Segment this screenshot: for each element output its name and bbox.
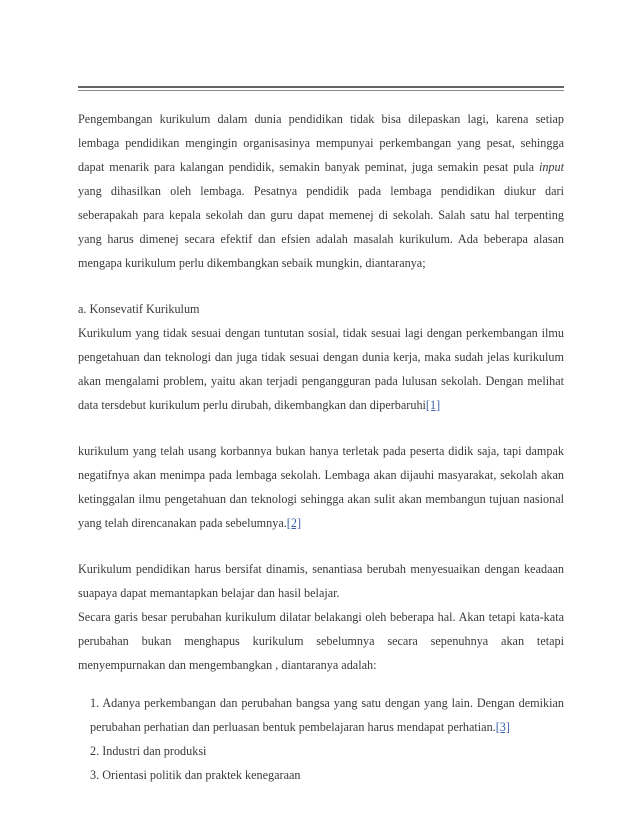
intro-paragraph: [78, 107, 564, 275]
footnote-link-2[interactable]: [2]: [286, 516, 302, 530]
header-rule-thin: [78, 90, 564, 91]
paragraph-dynamic: Kurikulum pendidikan harus bersifat dinamis, senantiasa berubah menyesuaikan dengan keadaan suapaya dapat memantapkan belajar dan hasil belajar.: [78, 562, 564, 600]
footnote-link-1[interactable]: [1]: [425, 398, 441, 412]
section-a-heading: a. Konsevatif Kurikulum: [78, 302, 200, 316]
list-item-1-text: 1. Adanya perkembangan dan perubahan bangsa yang satu dengan yang lain. Dengan demikian perubahan perhatian dan perluasan bentuk pembelajaran harus mendapat perhatian.: [90, 696, 564, 734]
intro-text-2: yang dihasilkan oleh lembaga. Pesatnya pendidik pada lembaga pendidikan diukur dari seberapakah para kepala sekolah dan guru dapat memenej di sekolah. Salah satu hal terpenting yang harus dimenej secara efektif dan efsien adalah masalah kurikulum. Ada beberapa alasan mengapa kurikulum perlu dikembangkan sebaik mungkin, diantaranya;: [78, 184, 564, 270]
list-item-3: 3. Orientasi politik dan praktek kenegaraan: [90, 768, 301, 782]
header-rule: [78, 86, 564, 88]
intro-text-1: Pengembangan kurikulum dalam dunia pendidikan tidak bisa dilepaskan lagi, karena setiap lembaga pendidikan mengingin organisasinya mempunyai perkembangan yang pesat, sehingga dapat menarik para kalangan pendidik, semakin banyak peminat, juga semakin pesat pula: [78, 112, 564, 174]
list-item-1: [78, 691, 564, 739]
paragraph-impact: [78, 439, 564, 535]
document-body: [78, 107, 564, 787]
list-item-2: 2. Industri dan produksi: [90, 744, 207, 758]
section-a-text: Kurikulum yang tidak sesuai dengan tuntutan sosial, tidak sesuai lagi dengan perkembangan ilmu pengetahuan dan teknologi dan juga tidak sesuai dengan dunia kerja, maka sudah jelas kurikulum akan mengalami problem, yaitu akan terjadi pengangguran pada lulusan sekolah. Dengan melihat data tersdebut kurikulum perlu dirubah, dikembangkan dan diperbaruhi: [78, 326, 564, 412]
section-a-paragraph: [78, 321, 564, 417]
impact-text: kurikulum yang telah usang korbannya bukan hanya terletak pada peserta didik saja, tapi dampak negatifnya akan menimpa pada lembaga sekolah. Lembaga akan dijauhi masyarakat, sekolah akan ketinggalan ilmu pengetahuan dan teknologi sehingga akan sulit akan membangun tujuan nasional yang telah direncanakan pada sebelumnya.: [78, 444, 564, 530]
paragraph-changes: Secara garis besar perubahan kurikulum dilatar belakangi oleh beberapa hal. Akan tetapi kata-kata perubahan bukan menghapus kurikulum sebelumnya secara sepenuhnya akan tetapi menyempurnakan dan mengembangkan , diantaranya adalah:: [78, 610, 564, 672]
footnote-link-3[interactable]: [3]: [495, 720, 510, 734]
intro-italic-word: input: [538, 160, 564, 174]
